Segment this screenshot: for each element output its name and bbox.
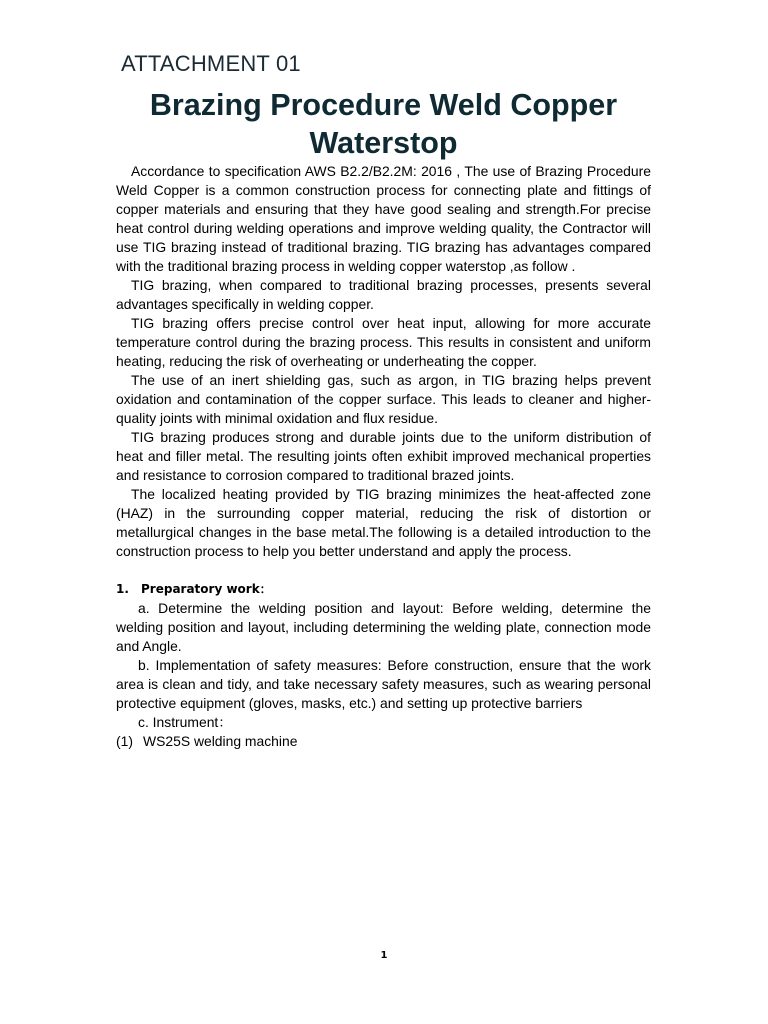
section-heading-text: Preparatory work： (141, 582, 272, 596)
section-heading (116, 580, 651, 599)
instrument-list-item (116, 732, 651, 751)
list-marker: (1) (116, 733, 133, 749)
instrument-name: WS25S welding machine (143, 733, 298, 749)
section-item-b: b. Implementation of safety measures: Before construction, ensure that the work area is clean and tidy, and take necessary safety measures, such as wearing personal protective equipment (gloves, masks, etc.) and setting up protective barriers (116, 657, 651, 711)
document-body (116, 162, 651, 751)
intro-paragraph: TIG brazing offers precise control over heat input, allowing for more accurate temperature control during the brazing process. This results in consistent and uniform heating, reducing the risk of overheating or underheating the copper. (116, 315, 651, 369)
intro-paragraph: The use of an inert shielding gas, such as argon, in TIG brazing helps prevent oxidation and contamination of the copper surface. This leads to cleaner and higher-quality joints with minimal oxidation and flux residue. (116, 372, 651, 426)
section-number: 1. (116, 582, 129, 596)
page-number: 1 (380, 950, 388, 961)
section-spacer (116, 561, 651, 580)
document-title: Brazing Procedure Weld Copper Waterstop (149, 88, 618, 160)
intro-paragraph: The localized heating provided by TIG brazing minimizes the heat-affected zone (HAZ) in the surrounding copper material, reducing the risk of distortion or metallurgical changes in the base metal.The following is a detailed introduction to the construction process to help you better understand and apply the process. (116, 486, 651, 559)
section-item-c: c. Instrument： (138, 714, 233, 730)
attachment-label: ATTACHMENT 01 (121, 51, 301, 76)
intro-paragraph: TIG brazing, when compared to traditional brazing processes, presents several advantages specifically in welding copper. (116, 277, 651, 312)
section-item-a: a. Determine the welding position and layout: Before welding, determine the welding position and layout, including determining the welding plate, connection mode and Angle. (116, 600, 651, 654)
intro-paragraph: Accordance to specification AWS B2.2/B2.2M: 2016 , The use of Brazing Procedure Weld Copper is a common construction process for connecting plate and fittings of copper materials and ensuring that they have good sealing and strength.For precise heat control during welding operations and improve welding quality, the Contractor will use TIG brazing instead of traditional brazing. TIG brazing has advantages compared with the traditional brazing process in welding copper waterstop ,as follow . (116, 163, 651, 274)
intro-paragraph: TIG brazing produces strong and durable joints due to the uniform distribution of heat and filler metal. The resulting joints often exhibit improved mechanical properties and resistance to corrosion compared to traditional brazed joints. (116, 429, 651, 483)
